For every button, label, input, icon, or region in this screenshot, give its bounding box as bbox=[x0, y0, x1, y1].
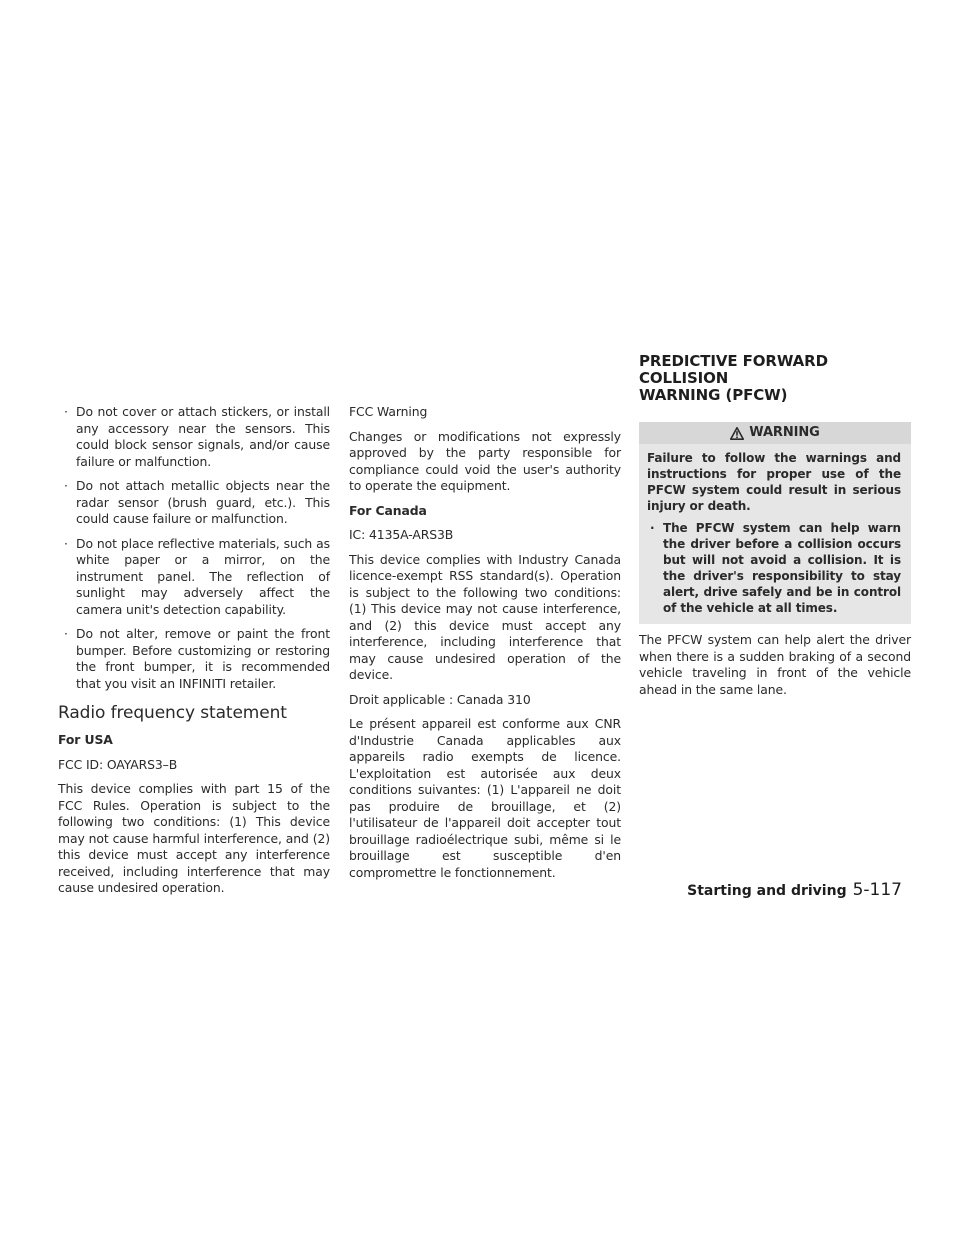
list-item: · The PFCW system can help warn the driver before a collision occurs but will not avoid a collision. It is the driver's responsibility to stay alert, drive safely and be in control of the vehicle at all times. bbox=[647, 520, 901, 616]
page-number: 5-117 bbox=[852, 880, 902, 900]
fcc-warning-text: Changes or modifications not expressly approved by the party responsible for compliance could void the user's authority to operate the equipment. bbox=[349, 428, 621, 493]
droit-applicable: Droit applicable : Canada 310 bbox=[349, 691, 531, 707]
chapter-title bbox=[639, 353, 911, 404]
list-item: · Do not alter, remove or paint the front bumper. Before customizing or restoring the front bumper, it is recommended that you visit an INFINITI retailer. bbox=[58, 626, 330, 692]
warning-box bbox=[639, 422, 911, 624]
footer-section-label: Starting and driving bbox=[687, 883, 847, 899]
list-item: · Do not place reflective materials, such as white paper or a mirror, on the instrument panel. The reflection of sunlight may adversely affect the camera unit's detection capability. bbox=[58, 536, 330, 619]
warning-triangle-icon bbox=[730, 427, 744, 440]
warning-label: WARNING bbox=[749, 424, 820, 440]
ic-id: IC: 4135A-ARS3B bbox=[349, 527, 454, 542]
list-item: · Do not cover or attach stickers, or install any accessory near the sensors. This could block sensor signals, and/or cause failure or malfunction. bbox=[58, 404, 330, 470]
sensor-precautions-list bbox=[58, 404, 330, 692]
column-right bbox=[639, 353, 911, 706]
canada-paragraph-fr: Le présent appareil est conforme aux CNR d'Industrie Canada applicables aux appareils radio exempts de licence. L'exploitation est autorisée aux deux conditions suivantes: (1) L'appareil ne doit pas produire de brouillage, et (2) l'utilisateur de l'appareil doit accepter tout brouillage radioélectrique subi, même si le brouillage est susceptible d'en compromettre le fonctionnement. bbox=[349, 716, 621, 880]
pfcw-description: The PFCW system can help alert the driver when there is a sudden braking of a second vehicle traveling in front of the vehicle ahead in the same lane. bbox=[639, 632, 911, 697]
fcc-id: FCC ID: OAYARS3–B bbox=[58, 756, 178, 772]
column-middle bbox=[349, 404, 621, 889]
chapter-title-line-2: WARNING (PFCW) bbox=[639, 386, 788, 404]
page-footer bbox=[687, 880, 902, 900]
canada-paragraph-en: This device complies with Industry Canada licence-exempt RSS standard(s). Operation is subject to the following two conditions: (1) This device may not cause interference, and (2) this device must accept any interference, including interference that may cause undesired operation of the device. bbox=[349, 551, 621, 682]
warning-list bbox=[647, 520, 901, 616]
fcc-warning-heading: FCC Warning bbox=[349, 404, 428, 419]
column-left bbox=[58, 404, 330, 905]
chapter-title-line-1: PREDICTIVE FORWARD COLLISION bbox=[639, 352, 828, 387]
section-title: Radio frequency statement bbox=[58, 703, 287, 723]
usa-paragraph: This device complies with part 15 of the FCC Rules. Operation is subject to the following two conditions: (1) This device may not cause harmful interference, and (2) this device must accept any interference received, including interference that may cause undesired operation. bbox=[58, 781, 330, 895]
canada-heading: For Canada bbox=[349, 502, 427, 518]
warning-header bbox=[639, 422, 911, 444]
list-item: · Do not attach metallic objects near the radar sensor (brush guard, etc.). This could cause failure or malfunction. bbox=[58, 478, 330, 528]
warning-body bbox=[639, 444, 911, 616]
warning-intro: Failure to follow the warnings and instructions for proper use of the PFCW system could result in serious injury or death. bbox=[647, 451, 901, 513]
usa-heading: For USA bbox=[58, 732, 113, 747]
